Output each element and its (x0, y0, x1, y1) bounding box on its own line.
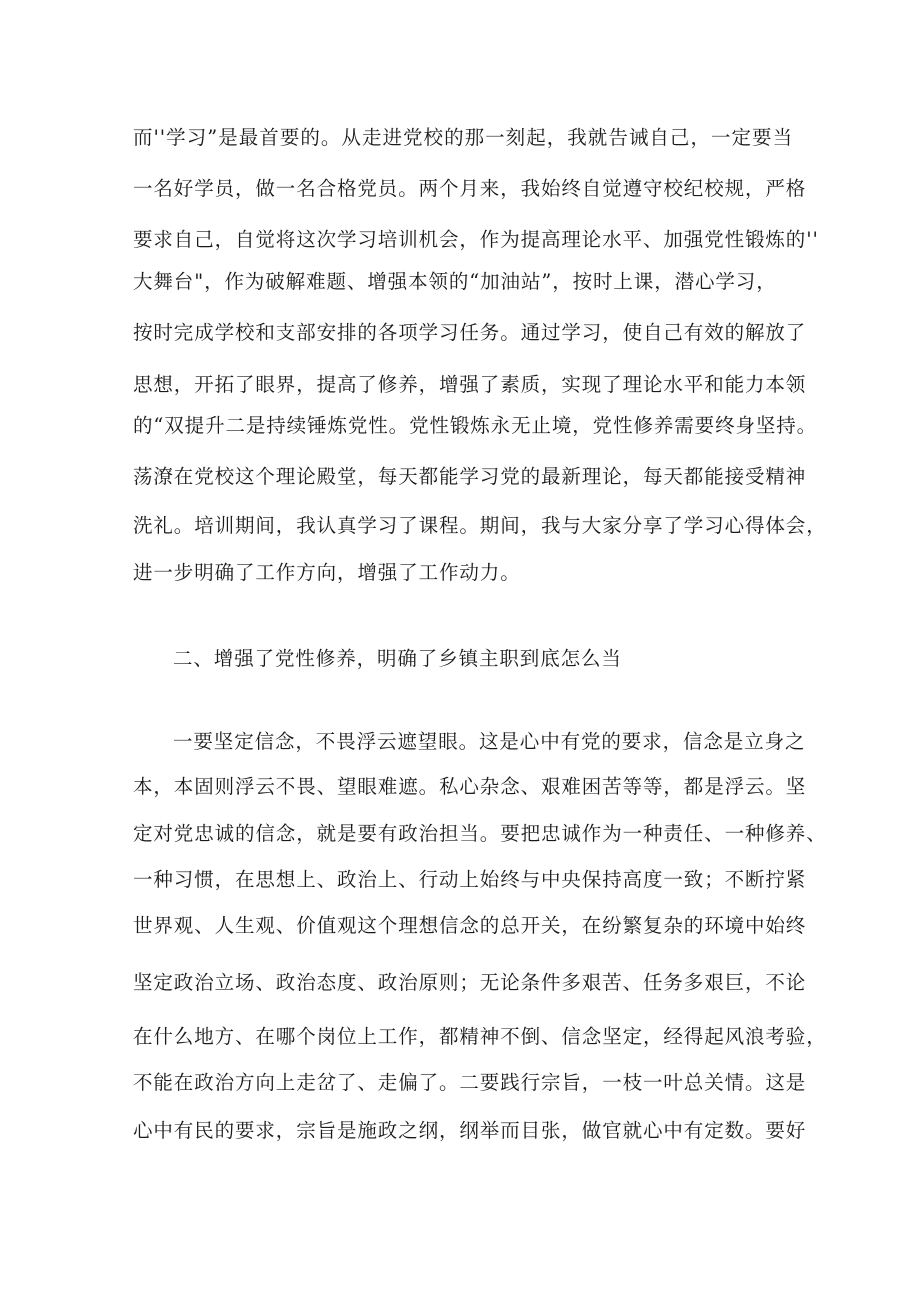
section-heading: 二、增强了党性修养，明确了乡镇主职到底怎么当 (173, 647, 622, 670)
paragraph-1-line-5: 按时完成学校和支部安排的各项学习任务。通过学习，使自己有效的解放了 (133, 321, 807, 344)
paragraph-2-line-3: 定对党忠诚的信念，就是要有政治担当。要把忠诚作为一种责任、一种修养、 (133, 822, 827, 845)
paragraph-2-line-4: 一种习惯，在思想上、政治上、行动上始终与中央保持高度一致；不断拧紧 (133, 868, 807, 891)
paragraph-1-line-4: 大舞台"，作为破解难题、增强本领的“加油站”，按时上课，潜心学习， (133, 270, 777, 293)
paragraph-2-line-6: 坚定政治立场、政治态度、政治原则；无论条件多艰苦、任务多艰巨，不论 (133, 971, 807, 994)
paragraph-1-line-1: 而''学习”是最首要的。从走进党校的那一刻起，我就告诫自己，一定要当 (133, 126, 793, 149)
paragraph-1-line-8: 荡潦在党校这个理论殿堂，每天都能学习党的最新理论，每天都能接受精神 (133, 465, 807, 488)
paragraph-1-line-3: 要求自己，自觉将这次学习培训机会，作为提高理论水平、加强党性锻炼的'' (133, 228, 819, 251)
paragraph-1-line-9: 洗礼。培训期间，我认真学习了课程。期间，我与大家分享了学习心得体会， (133, 514, 827, 537)
paragraph-2-line-1: 一要坚定信念，不畏浮云遮望眼。这是心中有党的要求，信念是立身之 (173, 730, 806, 753)
paragraph-1-line-10: 进一步明确了工作方向，增强了工作动力。 (133, 561, 521, 584)
paragraph-1-line-2: 一名好学员，做一名合格党员。两个月来，我始终自觉遵守校纪校规，严格 (133, 177, 807, 200)
paragraph-1-line-7: 的“双提升二是持续锤炼党性。党性锻炼永无止境，党性修养需要终身坚持。 (133, 414, 818, 437)
paragraph-2-line-2: 本，本固则浮云不畏、望眼难遮。私心杂念、艰难困苦等等，都是浮云。坚 (133, 775, 807, 798)
paragraph-2-line-5: 世界观、人生观、价值观这个理想信念的总开关，在纷繁复杂的环境中始终 (133, 914, 807, 937)
paragraph-2-line-9: 心中有民的要求，宗旨是施政之纲，纲举而目张，做官就心中有定数。要好 (133, 1119, 807, 1142)
paragraph-2-line-8: 不能在政治方向上走岔了、走偏了。二要践行宗旨，一枝一叶总关情。这是 (133, 1071, 807, 1094)
paragraph-2-line-7: 在什么地方、在哪个岗位上工作，都精神不倒、信念坚定，经得起风浪考验， (133, 1025, 827, 1048)
paragraph-1-line-6: 思想，开拓了眼界，提高了修养，增强了素质，实现了理论水平和能力本领 (133, 373, 807, 396)
